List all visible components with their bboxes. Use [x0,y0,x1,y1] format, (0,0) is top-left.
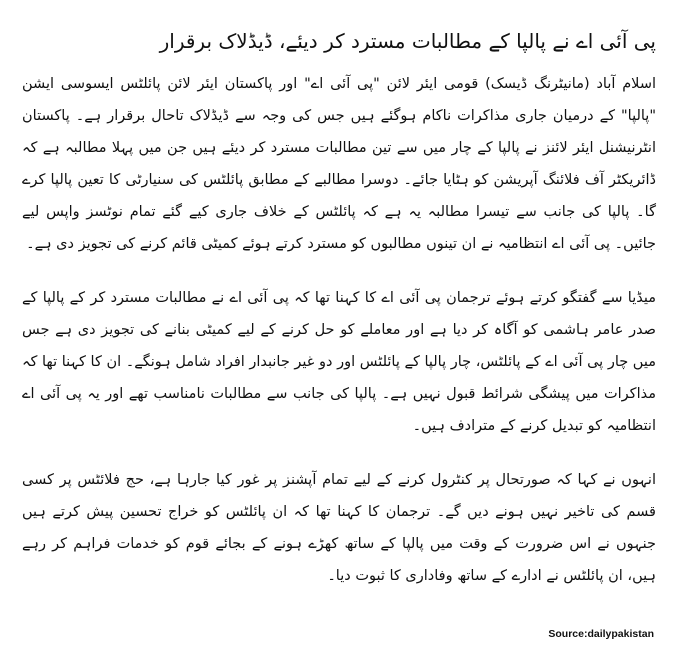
article-paragraph-1: اسلام آباد (مانیٹرنگ ڈیسک) قومی ایئر لائن "پی آئی اے" اور پاکستان ایئر لائن پائلٹس ایسوسی ایشن "پالپا" کے درمیان جاری مذاکرات ناکام ہوگئے ہیں جس کی وجہ سے ڈیڈلاک تاحال برقرار ہے۔ پاکستان انٹرنیشنل ایئر لائنز نے پالپا کے چار میں سے تین مطالبات مسترد کر دیئے ہیں جن میں پہلا مطالبہ ہے کہ ڈائریکٹر آف فلائنگ آپریشن کو ہٹایا جائے۔ دوسرا مطالبے کے مطابق پائلٹس کی سنیارٹی کا تعین پالپا کرے گا۔ پالپا کی جانب سے تیسرا مطالبہ یہ ہے کہ پائلٹس کے خلاف جاری کیے گئے تمام نوٹسز واپس لیے جائیں۔ پی آئی اے انتظامیہ نے ان تینوں مطالبوں کو مسترد کرتے ہوئے کمیٹی قائم کرنے کی تجویز دی ہے۔ [22,76,656,252]
source-credit: Source:dailypakistan [548,628,654,640]
article-paragraph-2: میڈیا سے گفتگو کرتے ہوئے ترجمان پی آئی اے کا کہنا تھا کہ پی آئی اے نے مطالبات مسترد کر کے پالپا کے صدر عامر ہاشمی کو آگاہ کر دیا ہے اور معاملے کو حل کرنے کے لیے کمیٹی بنانے کی تجویز دی ہے جس میں چار پی آئی اے کے پائلٹس، چار پالپا کے پائلٹس اور دو غیر جانبدار افراد شامل ہونگے۔ ان کا کہنا تھا کہ مذاکرات میں پیشگی شرائط قبول نہیں ہے۔ پالپا کی جانب سے مطالبات نامناسب تھے اور یہ پی آئی اے انتظامیہ کو تبدیل کرنے کے مترادف ہیں۔ [22,290,656,434]
article-headline: پی آئی اے نے پالپا کے مطالبات مسترد کر دیئے، ڈیڈلاک برقرار [159,29,656,53]
article-paragraph-3: انہوں نے کہا کہ صورتحال پر کنٹرول کرنے کے لیے تمام آپشنز پر غور کیا جارہا ہے، حج فلائٹس پر کسی قسم کی تاخیر نہیں ہونے دیں گے۔ ترجمان کا کہنا تھا کہ ان پائلٹس کو خراج تحسین پیش کرتے ہیں جنہوں نے اس ضرورت کے وقت میں پالپا کے ساتھ کھڑے ہونے کے بجائے قوم کو خدمات فراہم کر رہے ہیں، ان پائلٹس نے ادارے کے ساتھ وفاداری کا ثبوت دیا۔ [22,472,656,584]
